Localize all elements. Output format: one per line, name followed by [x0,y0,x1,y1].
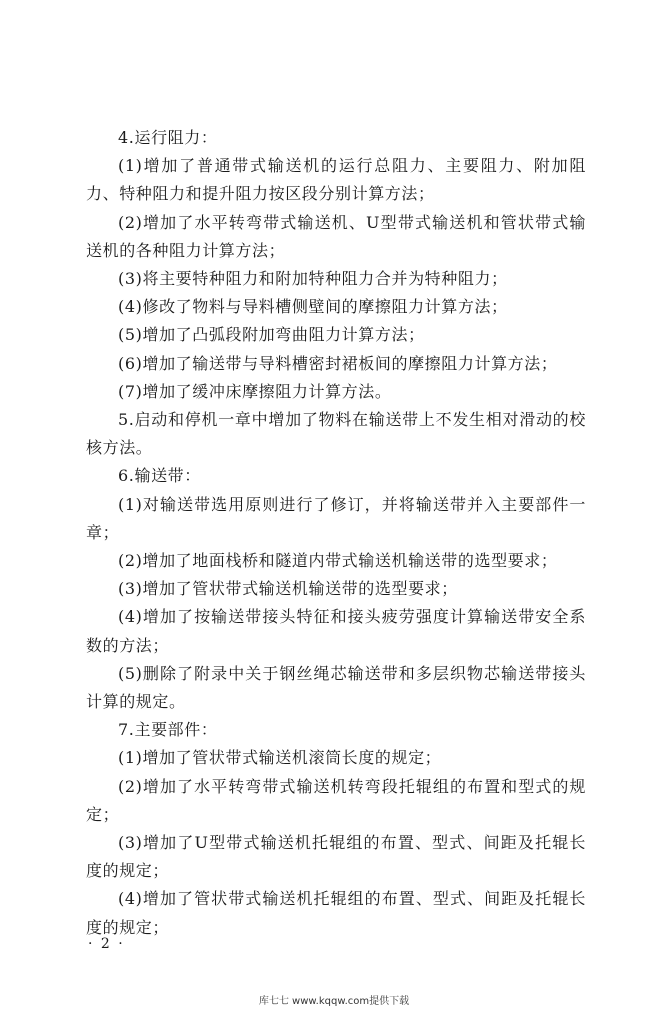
paragraph-item: (4)修改了物料与导料槽侧壁间的摩擦阻力计算方法； [118,297,508,317]
paragraph-item: (5)增加了凸弧段附加弯曲阻力计算方法； [118,325,425,345]
paragraph-item: (3)增加了U型带式输送机托辊组的布置、型式、间距及托辊长度的规定； [86,833,586,881]
paragraph-conveyor-belt-heading: 6.输送带： [118,466,201,486]
download-footer: 库七七 www.kqqw.com提供下载 [258,996,410,1007]
paragraph-item: (3)将主要特种阻力和附加特种阻力合并为特种阻力； [118,269,508,289]
paragraph-running-resistance-heading: 4.运行阻力： [118,128,218,147]
paragraph-item: (2)增加了水平转弯带式输送机、U型带式输送机和管状带式输送机的各种阻力计算方法； [86,212,586,260]
paragraph-item: (2)增加了水平转弯带式输送机转弯段托辊组的布置和型式的规定； [86,776,586,824]
paragraph-item: (4)增加了按输送带接头特征和接头疲劳强度计算输送带安全系数的方法； [86,607,586,655]
paragraph-item: (1)增加了管状带式输送机滚筒长度的规定； [118,748,442,768]
paragraph-item: (5)删除了附录中关于钢丝绳芯输送带和多层织物芯输送带接头计算的规定。 [86,663,586,712]
paragraph-start-stop: 5.启动和停机一章中增加了物料在输送带上不发生相对滑动的校核方法。 [86,410,586,458]
paragraph-item: (1)增加了普通带式输送机的运行总阻力、主要阻力、附加阻力、特种阻力和提升阻力按区段分别计算方法； [86,156,586,204]
paragraph-item: (7)增加了缓冲床摩擦阻力计算方法。 [118,381,392,401]
paragraph-item: (4)增加了管状带式输送机托辊组的布置、型式、间距及托辊长度的规定； [86,889,586,937]
paragraph-item: (3)增加了管状带式输送机输送带的选型要求； [118,579,458,599]
paragraph-item: (2)增加了地面栈桥和隧道内带式输送机输送带的选型要求； [118,551,558,571]
page-number: · 2 · [88,936,125,952]
body-text [86,124,586,942]
paragraph-item: (6)增加了输送带与导料槽密封裙板间的摩擦阻力计算方法； [118,353,558,373]
paragraph-item: (1)对输送带选用原则进行了修订，并将输送带并入主要部件一章； [86,494,586,542]
paragraph-main-components-heading: 7.主要部件： [118,720,218,740]
